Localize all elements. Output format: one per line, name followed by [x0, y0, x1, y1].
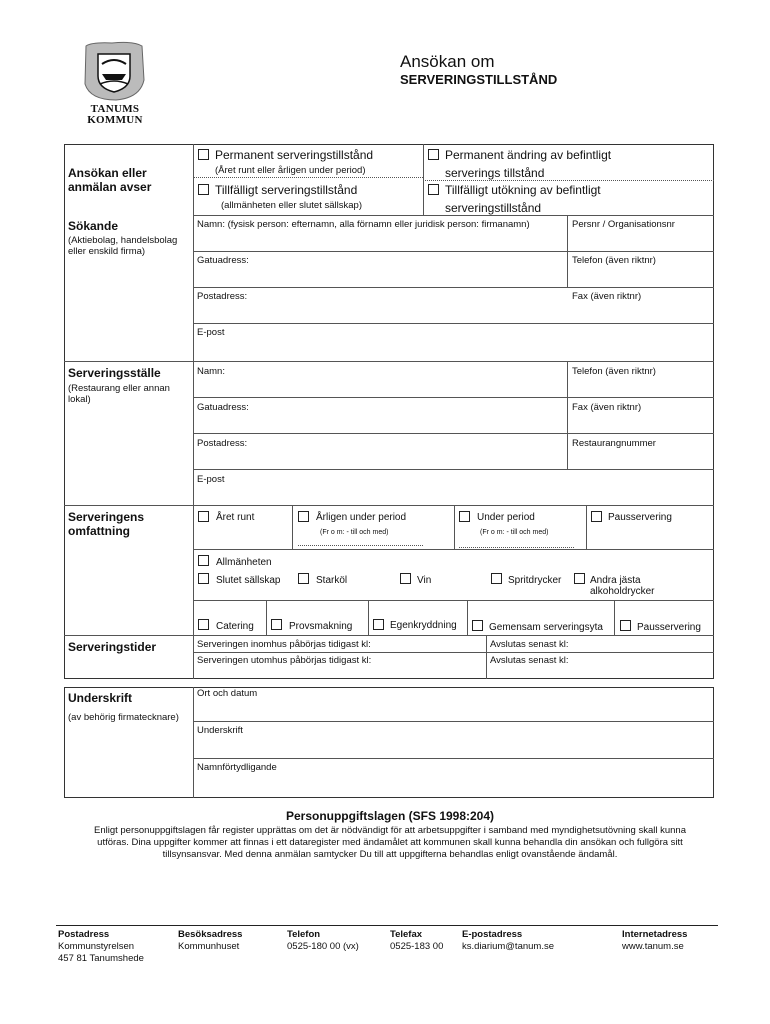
- venue-street-field[interactable]: Gatuadress:: [197, 402, 249, 413]
- footer-phone-heading: Telefon: [287, 929, 321, 940]
- permanent-label: Permanent serveringstillstånd: [215, 148, 374, 162]
- permanent-sub: (Året runt eller årligen under period): [215, 165, 366, 176]
- footer-fax-value: 0525-183 00: [390, 941, 444, 952]
- annually-checkbox[interactable]: [298, 511, 309, 522]
- divider: [614, 600, 615, 635]
- applicant-sub: (Aktiebolag, handelsbolag eller enskild firma): [68, 235, 178, 257]
- footer-postal-value: Kommunstyrelsen 457 81 Tanumshede: [58, 941, 144, 964]
- annually-period-field[interactable]: [298, 545, 423, 546]
- divider: [368, 600, 369, 635]
- during-period-sub: (Fr o m: - till och med): [480, 529, 549, 536]
- applicant-name-field[interactable]: Namn: (fysisk person: efternamn, alla förnamn eller juridisk person: firmanamn): [197, 219, 530, 230]
- annually-label: Årligen under period: [316, 512, 407, 523]
- logo-text: TANUMS KOMMUN: [87, 103, 143, 126]
- venue-restaurant-no-field[interactable]: Restaurangnummer: [572, 438, 656, 449]
- divider: [586, 505, 587, 549]
- divider: [193, 323, 714, 324]
- year-round-label: Året runt: [216, 512, 255, 523]
- gdpr-heading: Personuppgiftslagen (SFS 1998:204): [285, 809, 495, 823]
- public-label: Allmänheten: [216, 557, 272, 568]
- divider: [193, 721, 714, 722]
- divider: [423, 180, 714, 181]
- venue-phone-field[interactable]: Telefon (även riktnr): [572, 366, 656, 377]
- section-heading-applicant: Sökande: [68, 219, 119, 233]
- other-fermented-label: Andra jästa alkoholdrycker: [590, 575, 655, 597]
- divider: [193, 469, 714, 470]
- divider: [567, 361, 568, 469]
- footer-email-link[interactable]: ks.diarium@tanum.se: [462, 941, 555, 952]
- venue-postal-field[interactable]: Postadress:: [197, 438, 248, 449]
- change-label-line2: serverings tillstånd: [445, 166, 545, 180]
- form-subtitle: SERVERINGSTILLSTÅND: [400, 72, 558, 87]
- divider: [467, 600, 468, 635]
- gdpr-body: Enligt personuppgiftslagen får register upprättas om det är nödvändigt för att arbetsuppgifter i samband med myndighetsutövning skall kunna utföras. Dina uppgifter kommer att finnas i ett dataregister med ändamålet att kommunen skall kunna behandla din ansökan och fullgöra sitt tillsynsansvar. Med denna anmälan samtycker Du till att uppgifterna behandlas enligt ovanstående ändamål.: [94, 825, 686, 860]
- footer-rule: [56, 925, 718, 926]
- temporary-sub: (allmänheten eller slutet sällskap): [221, 200, 362, 211]
- catering-checkbox[interactable]: [198, 619, 209, 630]
- divider: [292, 505, 293, 549]
- footer-visit-value: Kommunhuset: [178, 941, 240, 952]
- pause2-label: Pausservering: [637, 622, 701, 633]
- pause-checkbox[interactable]: [591, 511, 602, 522]
- pause2-checkbox[interactable]: [620, 620, 631, 631]
- divider: [193, 635, 194, 679]
- applicant-phone-field[interactable]: Telefon (även riktnr): [572, 255, 656, 266]
- footer-postal-heading: Postadress: [58, 929, 110, 940]
- own-brewing-checkbox[interactable]: [373, 619, 384, 630]
- during-period-checkbox[interactable]: [459, 511, 470, 522]
- signature-sub: (av behörig firmatecknare): [68, 712, 179, 723]
- divider: [193, 215, 714, 216]
- outdoor-end-field[interactable]: Avslutas senast kl:: [490, 655, 569, 666]
- temporary-checkbox[interactable]: [198, 184, 209, 195]
- tanum-coat-of-arms-logo: [82, 40, 146, 102]
- indoor-end-field[interactable]: Avslutas senast kl:: [490, 639, 569, 650]
- applicant-postal-field[interactable]: Postadress:: [197, 291, 248, 302]
- shared-area-label: Gemensam serveringsyta: [489, 622, 603, 633]
- label-column-divider: [193, 144, 194, 635]
- place-date-field[interactable]: Ort och datum: [197, 688, 258, 699]
- form-title: Ansökan om: [400, 52, 495, 71]
- spirits-label: Spritdrycker: [508, 575, 562, 586]
- divider: [193, 549, 714, 550]
- section-heading-application: Ansökan eller anmälan avser: [68, 166, 152, 194]
- divider: [193, 177, 423, 178]
- venue-fax-field[interactable]: Fax (även riktnr): [572, 402, 642, 413]
- strong-beer-label: Starköl: [316, 575, 348, 586]
- divider: [193, 600, 714, 601]
- change-label: Permanent ändring av befintligt: [445, 148, 612, 162]
- divider: [193, 758, 714, 759]
- footer-fax-heading: Telefax: [390, 929, 423, 940]
- section-heading-times: Serveringstider: [68, 640, 157, 654]
- outdoor-start-field[interactable]: Serveringen utomhus påbörjas tidigast kl:: [197, 655, 372, 666]
- divider: [193, 433, 714, 434]
- temporary-label: Tillfälligt serveringstillstånd: [215, 183, 358, 197]
- applicant-email-field[interactable]: E-post: [197, 327, 225, 338]
- annually-sub: (Fr o m: - till och med): [320, 529, 389, 536]
- private-party-checkbox[interactable]: [198, 573, 209, 584]
- footer-phone-value: 0525-180 00 (vx): [287, 941, 359, 952]
- section-heading-venue: Serveringsställe: [68, 366, 161, 380]
- divider: [64, 635, 714, 636]
- venue-email-field[interactable]: E-post: [197, 474, 225, 485]
- private-party-label: Slutet sällskap: [216, 575, 281, 586]
- shared-area-checkbox[interactable]: [472, 620, 483, 631]
- divider: [193, 397, 714, 398]
- pause-label: Pausservering: [608, 512, 672, 523]
- signature-field[interactable]: Underskrift: [197, 725, 243, 736]
- during-period-label: Under period: [477, 512, 535, 523]
- footer-web-heading: Internetadress: [622, 929, 688, 940]
- divider: [266, 600, 267, 635]
- spirits-checkbox[interactable]: [491, 573, 502, 584]
- extension-label: Tillfälligt utökning av befintligt: [445, 183, 601, 197]
- section-heading-scope: Serveringens omfattning: [68, 510, 145, 538]
- during-period-field[interactable]: [459, 547, 574, 548]
- venue-name-field[interactable]: Namn:: [197, 366, 225, 377]
- divider: [486, 635, 487, 679]
- section-heading-signature: Underskrift: [68, 691, 133, 705]
- public-checkbox[interactable]: [198, 555, 209, 566]
- footer-visit-heading: Besöksadress: [178, 929, 243, 940]
- footer-web-link[interactable]: www.tanum.se: [622, 941, 684, 952]
- divider: [193, 287, 714, 288]
- change-checkbox[interactable]: [428, 149, 439, 160]
- name-clarification-field[interactable]: Namnförtydligande: [197, 762, 277, 773]
- strong-beer-checkbox[interactable]: [298, 573, 309, 584]
- footer-email-heading: E-postadress: [462, 929, 523, 940]
- signature-frame: [64, 687, 714, 798]
- wine-label: Vin: [417, 575, 432, 586]
- applicant-persnr-field[interactable]: Persnr / Organisationsnr: [572, 219, 675, 230]
- divider: [193, 251, 714, 252]
- divider: [64, 505, 714, 506]
- permanent-checkbox[interactable]: [198, 149, 209, 160]
- divider: [193, 652, 714, 653]
- divider: [193, 687, 194, 798]
- tasting-checkbox[interactable]: [271, 619, 282, 630]
- tasting-label: Provsmakning: [289, 621, 353, 632]
- venue-sub: (Restaurang eller annan lokal): [68, 383, 170, 405]
- extension-label-line2: serveringstillstånd: [445, 201, 542, 215]
- divider: [454, 505, 455, 549]
- own-brewing-label: Egenkryddning: [390, 620, 457, 631]
- divider: [64, 361, 714, 362]
- indoor-start-field[interactable]: Serveringen inomhus påbörjas tidigast kl:: [197, 639, 371, 650]
- year-round-checkbox[interactable]: [198, 511, 209, 522]
- applicant-street-field[interactable]: Gatuadress:: [197, 255, 249, 266]
- applicant-fax-field[interactable]: Fax (även riktnr): [572, 291, 642, 302]
- catering-label: Catering: [216, 621, 254, 632]
- wine-checkbox[interactable]: [400, 573, 411, 584]
- extension-checkbox[interactable]: [428, 184, 439, 195]
